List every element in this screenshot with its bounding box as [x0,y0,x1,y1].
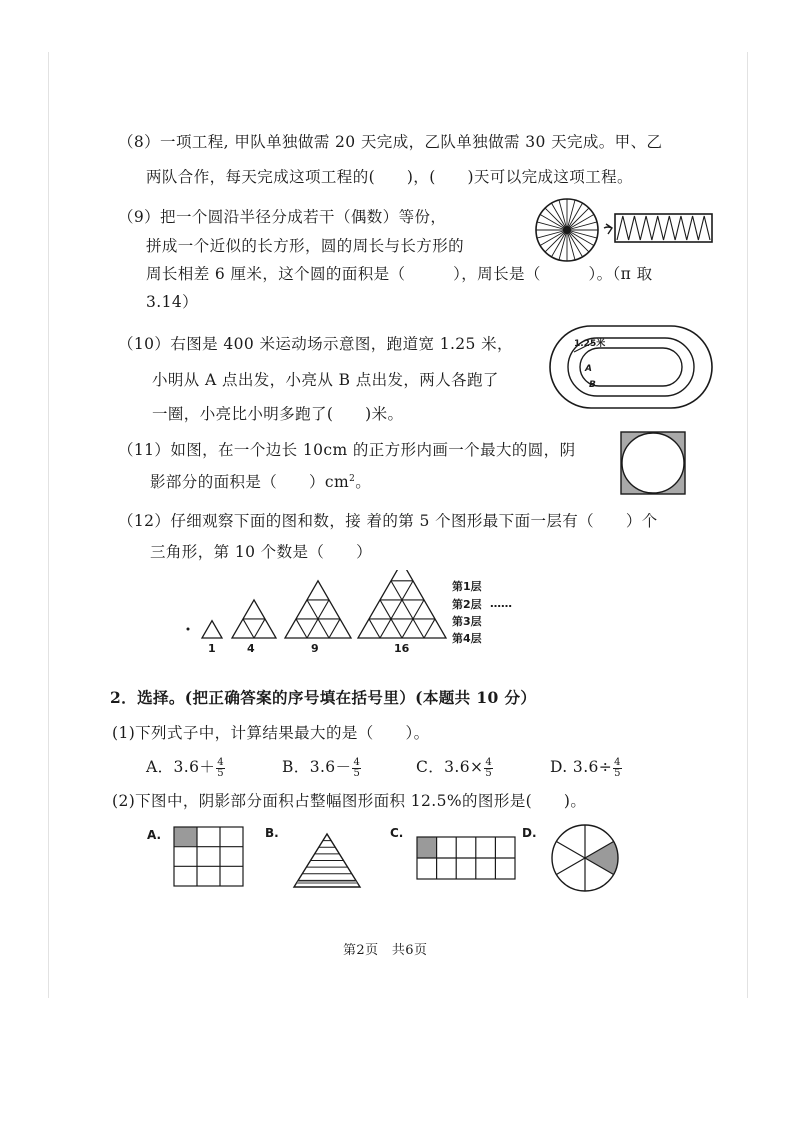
circle-center [563,226,571,234]
track-width-label: 1.25米 [574,339,606,349]
c1-option-a-label: A．3.6＋ [146,758,216,776]
pattern-number-1: 1 [208,642,216,655]
squared-superscript: 2 [349,474,356,484]
c1-option-a [146,756,225,779]
fraction-denominator: 5 [217,767,225,779]
q8-line1: （8）一项工程, 甲队单独做需 20 天完成，乙队单独做需 30 天完成。甲、乙 [118,133,663,151]
c2-stem: (2)下图中，阴影部分面积占整幅图形面积 12.5%的图形是( )。 [112,792,587,810]
q10-line3: 一圈，小亮比小明多跑了( )米。 [152,405,404,423]
q12-line2: 三角形，第 10 个数是（ ） [150,543,372,561]
c1-stem: (1)下列式子中，计算结果最大的是（ ）。 [112,724,430,742]
c2-label-b: B. [265,826,279,840]
pattern-number-3: 9 [311,642,319,655]
q11-line1: （11）如图，在一个边长 10cm 的正方形内画一个最大的圆，阴 [118,441,576,459]
stray-dot [187,628,190,631]
triangle-figures [202,570,450,638]
q12-line1: （12）仔细观察下面的图和数，接 着的第 5 个图形最下面一层有（ ）个 [118,512,658,530]
c1-option-d [550,756,622,779]
shaded-sector [585,842,618,875]
c1-option-b-label: B．3.6－ [282,758,352,776]
fraction-numerator: 4 [485,756,493,768]
q11-line2 [150,468,371,493]
q9-line2: 拼成一个近似的长方形，圆的周长与长方形的 [146,237,465,255]
triangle-figure-2 [232,600,276,638]
sector-line [556,858,585,875]
c2-label-c: C. [390,826,404,840]
fraction [216,758,225,779]
q11-line2-text: 影部分的面积是（ ）cm [150,473,350,492]
c1-option-d-label: D. 3.6÷ [550,758,613,776]
shaded-cell [417,837,437,858]
triangle-outline [202,621,222,638]
shaded-cell [174,827,197,846]
c1-option-c [416,756,493,779]
layer-label-2: 第2层 [452,598,482,611]
triangle-figure-1 [202,621,222,638]
divided-circle [536,199,598,261]
triangle-figure-3 [285,581,362,638]
fraction-denominator: 5 [353,767,361,779]
q10-line1: （10）右图是 400 米运动场示意图，跑道宽 1.25 米， [118,335,513,353]
fraction [484,758,493,779]
q11-line2-end: 。 [355,473,372,492]
layer-label-3: 第3层 [452,615,482,628]
q10-line2: 小明从 A 点出发，小亮从 B 点出发，两人各跑了 [152,371,499,389]
fraction-numerator: 4 [614,756,621,768]
c2-label-a: A. [147,828,162,842]
layer-label-4: 第4层 [452,632,482,645]
figure-a-grid [173,826,245,888]
fraction [613,758,622,779]
figure-b-triangle [292,832,362,890]
shaded-stripe [297,881,358,885]
inscribed-circle [622,433,684,493]
pattern-number-2: 4 [247,642,255,655]
point-b-label: B [589,380,596,390]
fraction-denominator: 5 [485,767,493,779]
layer-label-1: 第1层 [452,580,482,593]
fraction [352,758,361,779]
pattern-number-4: 16 [394,642,410,655]
page-footer: 第2页 共6页 [343,943,428,958]
fraction-numerator: 4 [217,756,225,768]
c1-option-b [282,756,361,779]
c1-option-c-label: C．3.6× [416,758,484,776]
q8-line2: 两队合作，每天完成这项工程的( )，( )天可以完成这项工程。 [146,168,633,186]
figure-d-circle [550,823,620,893]
rectangle-zigzag [617,216,710,240]
point-a-label: A [585,364,592,374]
figure-c-rectangle [416,836,516,880]
fraction-denominator: 5 [614,767,621,779]
q9-line3: 周长相差 6 厘米，这个圆的面积是（ ），周长是（ ）。（π 取 [146,265,653,283]
arrow-icon [604,224,612,234]
sector-line [556,842,585,859]
q9-line4: 3.14） [146,293,199,311]
triangle-outline [285,581,351,638]
q11-square-figure [620,431,686,495]
triangle-outline [358,570,446,638]
fraction-numerator: 4 [353,756,361,768]
section2-title: 2．选择。(把正确答案的序号填在括号里）(本题共 10 分） [110,688,537,707]
q9-line1: （9）把一个圆沿半径分成若干（偶数）等份， [118,208,447,226]
q9-circle-figure [532,196,722,268]
c2-label-d: D. [522,826,537,840]
triangle-figure-4 [358,570,450,638]
layer-ellipsis: …… [490,597,512,610]
